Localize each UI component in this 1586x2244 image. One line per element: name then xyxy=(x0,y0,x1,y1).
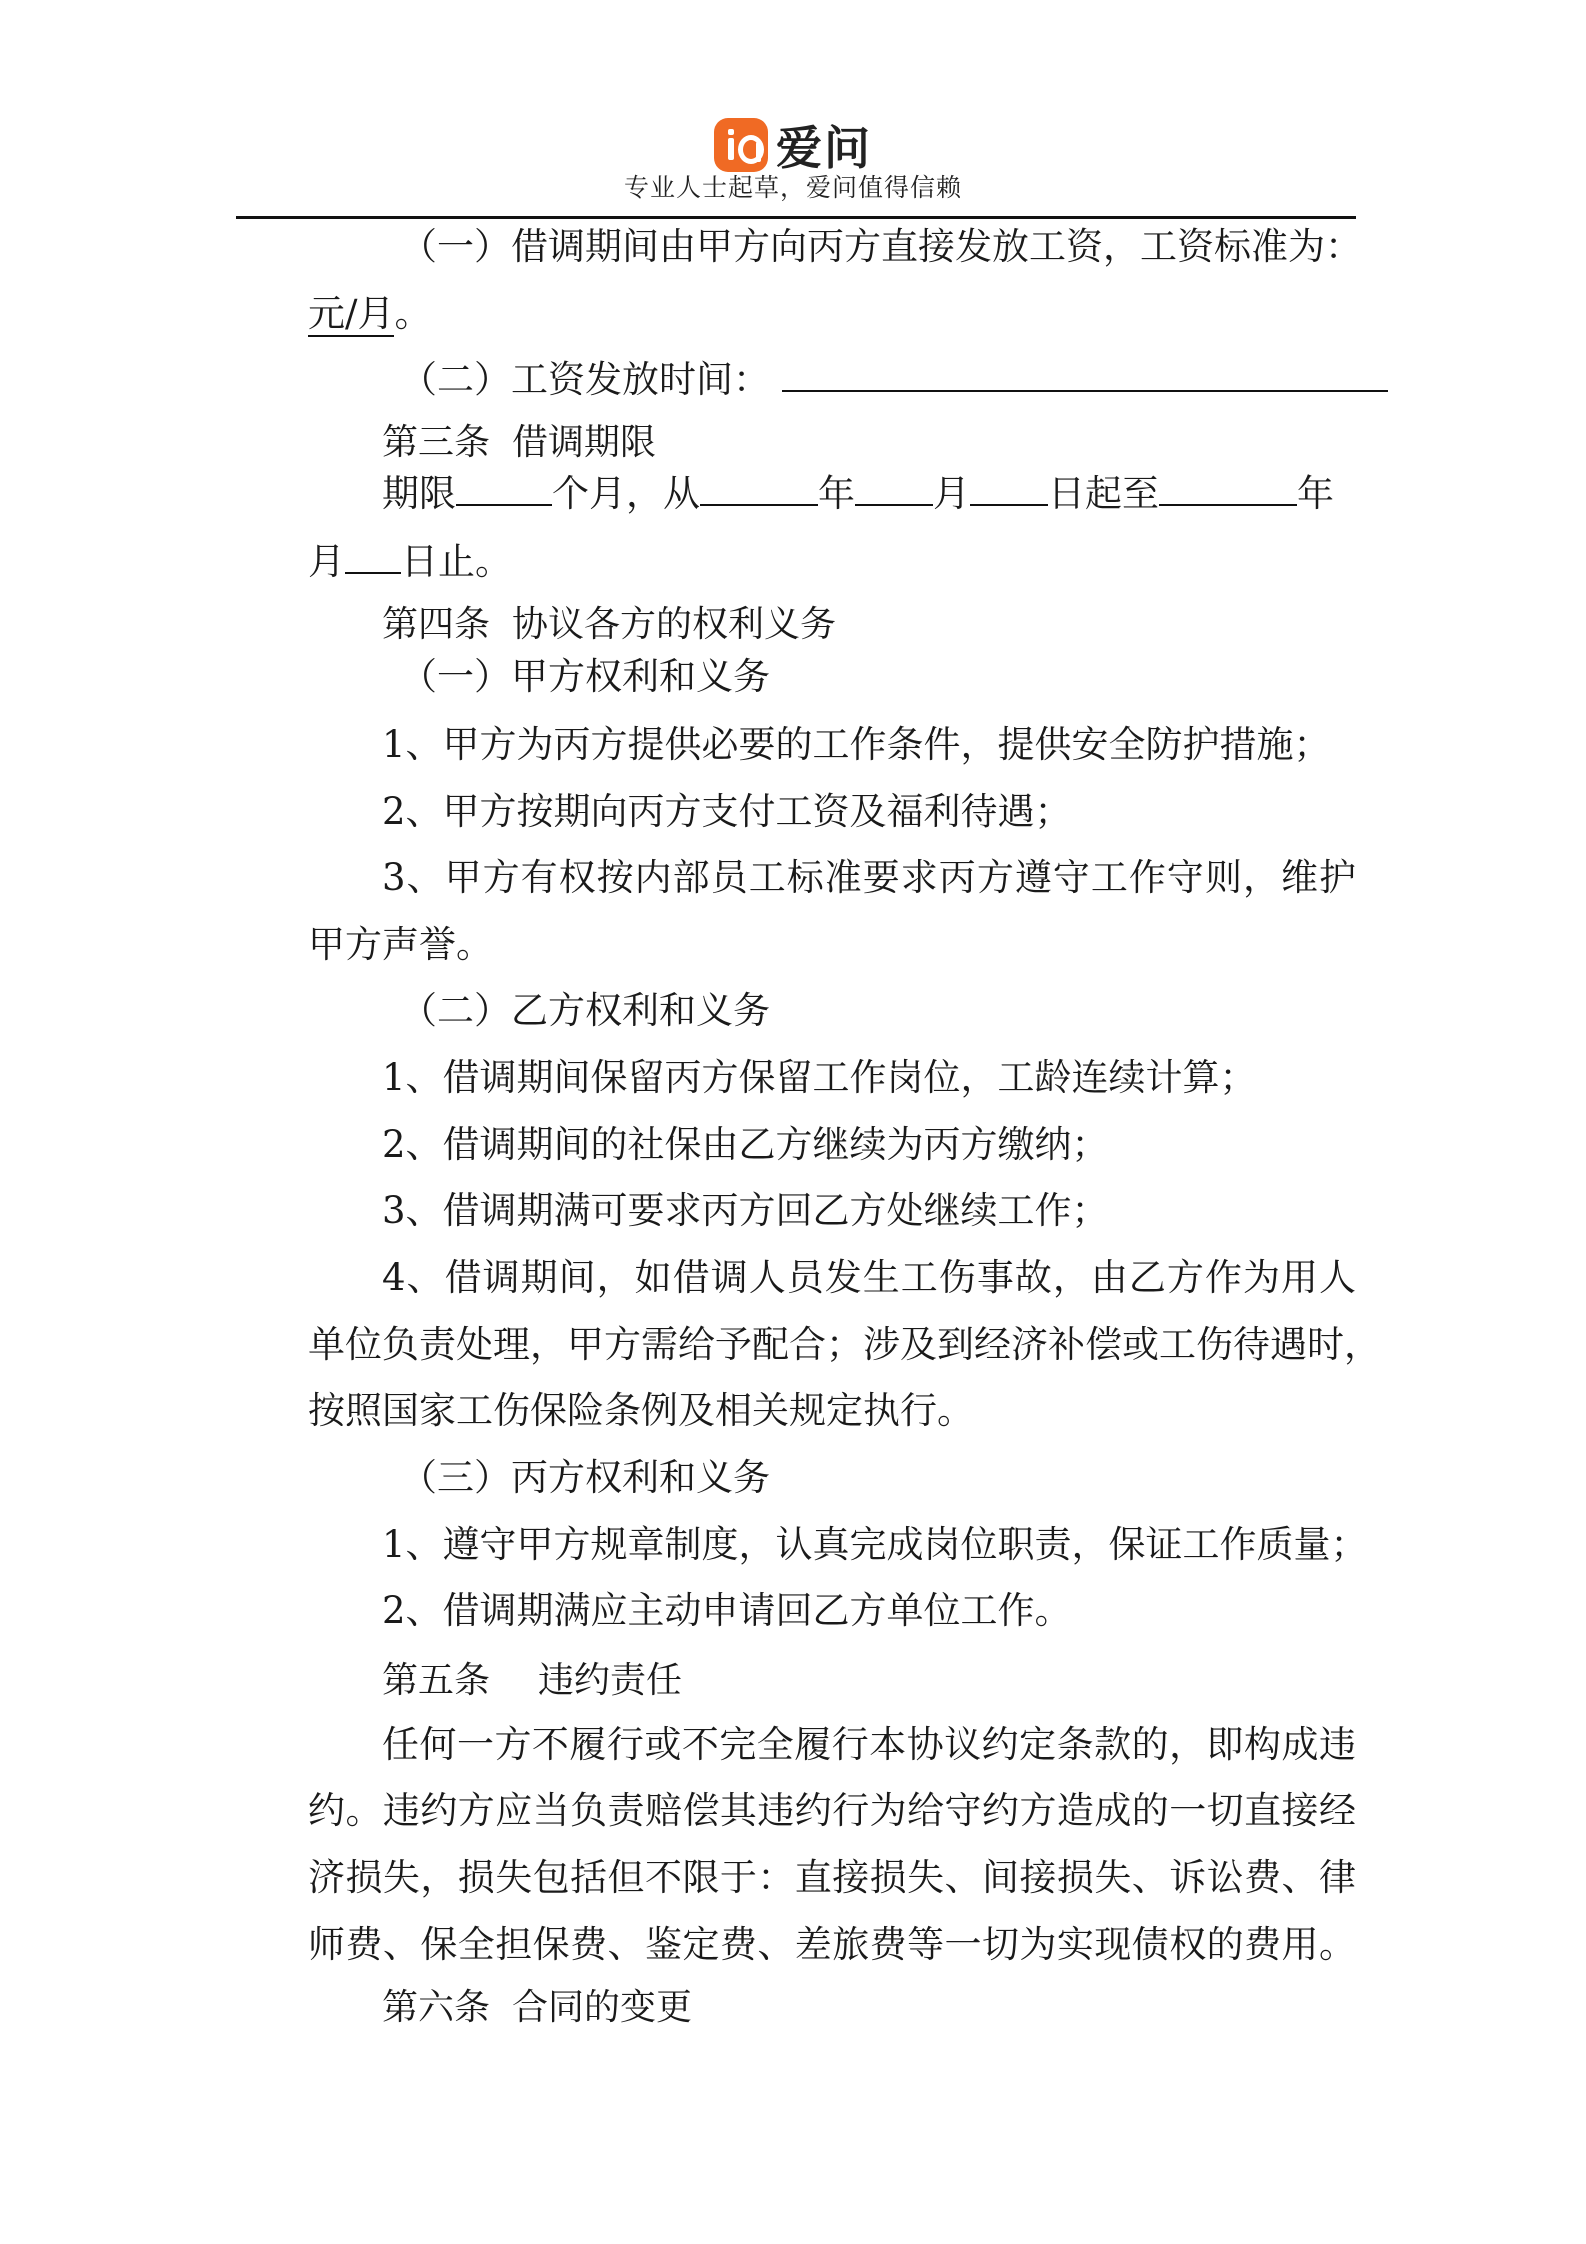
clause5-para-3 xyxy=(308,1853,1356,1903)
clause6-number: 第六条 xyxy=(382,1987,491,2028)
clause5-para-2 xyxy=(308,1786,1356,1836)
clause5-heading xyxy=(382,1656,1356,1706)
wage-date-blank xyxy=(782,356,1388,392)
clause5-name: 违约责任 xyxy=(538,1660,683,1701)
party-a-item-3-cont xyxy=(308,920,1356,970)
clause5-number: 第五条 xyxy=(382,1660,491,1701)
wage-standard-line xyxy=(400,222,1362,272)
party-b-item-4-cont-1 xyxy=(308,1320,1381,1370)
clause6-name: 合同的变更 xyxy=(512,1987,693,2028)
start-day-blank xyxy=(970,470,1048,506)
item-text: 甲方声誉。 xyxy=(308,923,493,966)
wage-unit-text: 元/月 xyxy=(308,292,395,335)
party-c-title: （三）丙方权利和义务 xyxy=(400,1456,770,1499)
wage-standard-text: （一）借调期间由甲方向丙方直接发放工资，工资标准为： xyxy=(400,225,1362,268)
term-text: 个月，从 xyxy=(552,472,700,515)
term-text: 月 xyxy=(933,472,970,515)
item-text: 2、甲方按期向丙方支付工资及福利待遇； xyxy=(382,790,1072,833)
item-text: 2、借调期满应主动申请回乙方单位工作。 xyxy=(382,1589,1072,1632)
party-c-item-2 xyxy=(382,1586,1356,1636)
term-line-1 xyxy=(382,469,1356,519)
wage-unit-line xyxy=(308,289,1356,339)
clause4-name: 协议各方的权利义务 xyxy=(512,604,837,645)
party-b-item-4 xyxy=(382,1253,1356,1303)
paragraph-text: 师费、保全担保费、鉴定费、差旅费等一切为实现债权的费用。 xyxy=(308,1923,1356,1966)
party-b-item-2 xyxy=(382,1120,1356,1170)
party-c-heading xyxy=(400,1453,1356,1503)
party-c-item-1 xyxy=(382,1520,1368,1570)
clause4-number: 第四条 xyxy=(382,604,491,645)
item-text: 3、借调期满可要求丙方回乙方处继续工作； xyxy=(382,1189,1109,1232)
party-a-item-3 xyxy=(382,853,1356,903)
clause5-para-1 xyxy=(382,1720,1356,1770)
term-text: 月 xyxy=(308,540,345,583)
term-text: 日起至 xyxy=(1048,472,1159,515)
party-a-item-2 xyxy=(382,787,1356,837)
party-b-item-1 xyxy=(382,1053,1356,1103)
start-month-blank xyxy=(855,470,933,506)
clause6-heading xyxy=(382,1983,1356,2033)
party-b-title: （二）乙方权利和义务 xyxy=(400,989,770,1032)
term-text: 年 xyxy=(818,472,855,515)
term-line-2 xyxy=(308,537,1356,587)
wage-unit-period: 。 xyxy=(394,292,432,335)
party-b-item-4-cont-2 xyxy=(308,1386,1356,1436)
party-b-heading xyxy=(400,986,1356,1036)
term-text: 期限 xyxy=(382,472,456,515)
months-blank xyxy=(456,470,552,506)
paragraph-text: 约。违约方应当负责赔偿其违约行为给守约方造成的一切直接经 xyxy=(308,1789,1356,1832)
wage-date-line xyxy=(400,355,1356,405)
clause3-name: 借调期限 xyxy=(512,422,657,463)
clause4-heading xyxy=(382,600,1356,650)
wage-date-text: （二）工资发放时间： xyxy=(400,358,770,401)
party-a-item-1 xyxy=(382,720,1356,770)
item-text: 1、甲方为丙方提供必要的工作条件，提供安全防护措施； xyxy=(382,723,1331,766)
term-text: 日止。 xyxy=(401,540,512,583)
brand-slogan: 专业人士起草，爱问值得信赖 xyxy=(623,173,962,202)
brand-name: 爱问 xyxy=(776,121,872,175)
end-day-blank xyxy=(345,538,401,574)
item-text: 按照国家工伤保险条例及相关规定执行。 xyxy=(308,1389,974,1432)
term-text: 年 xyxy=(1297,472,1334,515)
item-text: 单位负责处理，甲方需给予配合；涉及到经济补偿或工伤待遇时， xyxy=(308,1323,1381,1366)
item-text: 4、借调期间，如借调人员发生工伤事故，由乙方作为用人 xyxy=(382,1256,1356,1299)
start-year-blank xyxy=(700,470,818,506)
clause3-number: 第三条 xyxy=(382,422,491,463)
paragraph-text: 济损失，损失包括但不限于：直接损失、间接损失、诉讼费、律 xyxy=(308,1856,1356,1899)
end-year-blank xyxy=(1159,470,1297,506)
item-text: 3、甲方有权按内部员工标准要求丙方遵守工作守则，维护 xyxy=(382,856,1356,899)
party-a-heading xyxy=(400,652,1356,702)
item-text: 1、借调期间保留丙方保留工作岗位，工龄连续计算； xyxy=(382,1056,1257,1099)
paragraph-text: 任何一方不履行或不完全履行本协议约定条款的，即构成违 xyxy=(382,1723,1356,1766)
item-text: 2、借调期间的社保由乙方继续为丙方缴纳； xyxy=(382,1123,1109,1166)
item-text: 1、遵守甲方规章制度，认真完成岗位职责，保证工作质量； xyxy=(382,1523,1368,1566)
clause3-heading xyxy=(382,418,1356,468)
clause5-para-4 xyxy=(308,1920,1356,1970)
party-b-item-3 xyxy=(382,1186,1356,1236)
party-a-title: （一）甲方权利和义务 xyxy=(400,655,770,698)
